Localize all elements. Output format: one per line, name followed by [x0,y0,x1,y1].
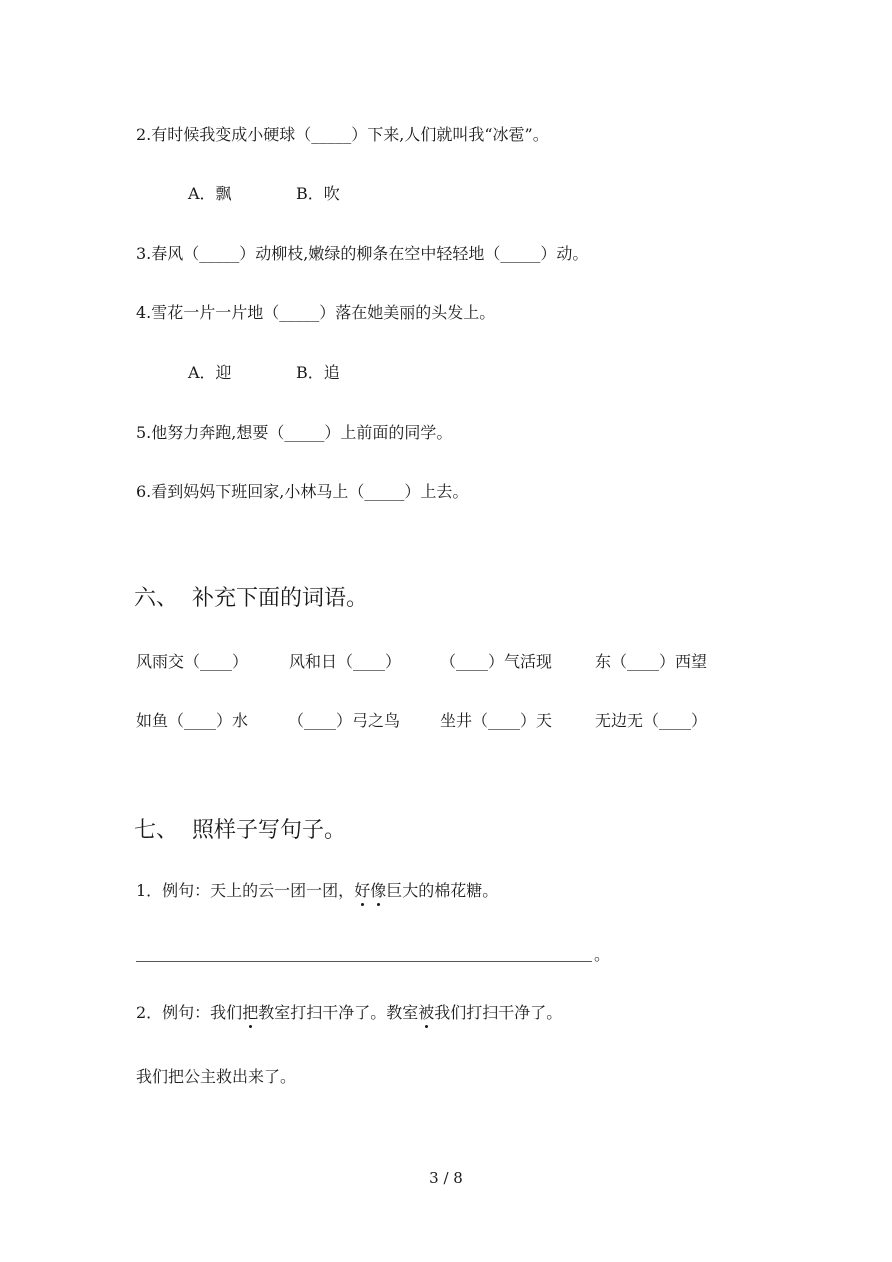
section-7-title: 七、 照样子写句子。 [134,818,346,843]
option-b: B．追 [296,363,340,382]
idiom-blank: （____）弓之鸟 [288,711,401,730]
example-sentence-1 [136,880,498,902]
emphasis-char: 被 [418,1003,435,1022]
option-a: A．迎 [188,363,232,382]
exercise-prompt: 我们把公主救出来了。 [136,1067,297,1086]
question-2: 2.有时候我变成小硬球（_____）下来,人们就叫我“冰雹”。 [136,125,549,144]
section-6-title: 六、 补充下面的词语。 [134,586,368,611]
idiom-blank: 风和日（____） [289,652,402,671]
answer-period: 。 [594,945,611,964]
idiom-blank: 坐井（____）天 [440,711,553,730]
question-5: 5.他努力奔跑,想要（_____）上前面的同学。 [136,423,453,442]
emphasis-char: 像 [370,881,387,900]
idiom-blank: （____）气活现 [440,652,553,671]
example-text: 我们打扫干净了。 [434,1003,563,1022]
question-3: 3.春风（_____）动柳枝,嫩绿的柳条在空中轻轻地（_____）动。 [136,244,589,263]
example-text: 2．例句：我们 [136,1003,243,1022]
example-text: 教室打扫干净了。教室 [258,1003,419,1022]
example-text: 1．例句：天上的云一团一团， [136,881,355,900]
page-number: 3 / 8 [429,1169,463,1187]
idiom-blank: 如鱼（____）水 [136,711,249,730]
option-b: B．吹 [296,184,340,203]
emphasis-char: 好 [354,881,371,900]
example-text: 巨大的棉花糖。 [386,881,499,900]
question-6: 6.看到妈妈下班回家,小林马上（_____）上去。 [136,482,469,501]
example-sentence-2 [136,1002,562,1024]
emphasis-char: 把 [242,1003,259,1022]
question-4: 4.雪花一片一片地（_____）落在她美丽的头发上。 [136,303,496,322]
idiom-blank: 风雨交（____） [136,652,249,671]
option-a: A．飘 [188,184,232,203]
answer-line[interactable] [136,961,592,962]
idiom-blank: 无边无（____） [595,711,708,730]
idiom-blank: 东（____）西望 [595,652,708,671]
